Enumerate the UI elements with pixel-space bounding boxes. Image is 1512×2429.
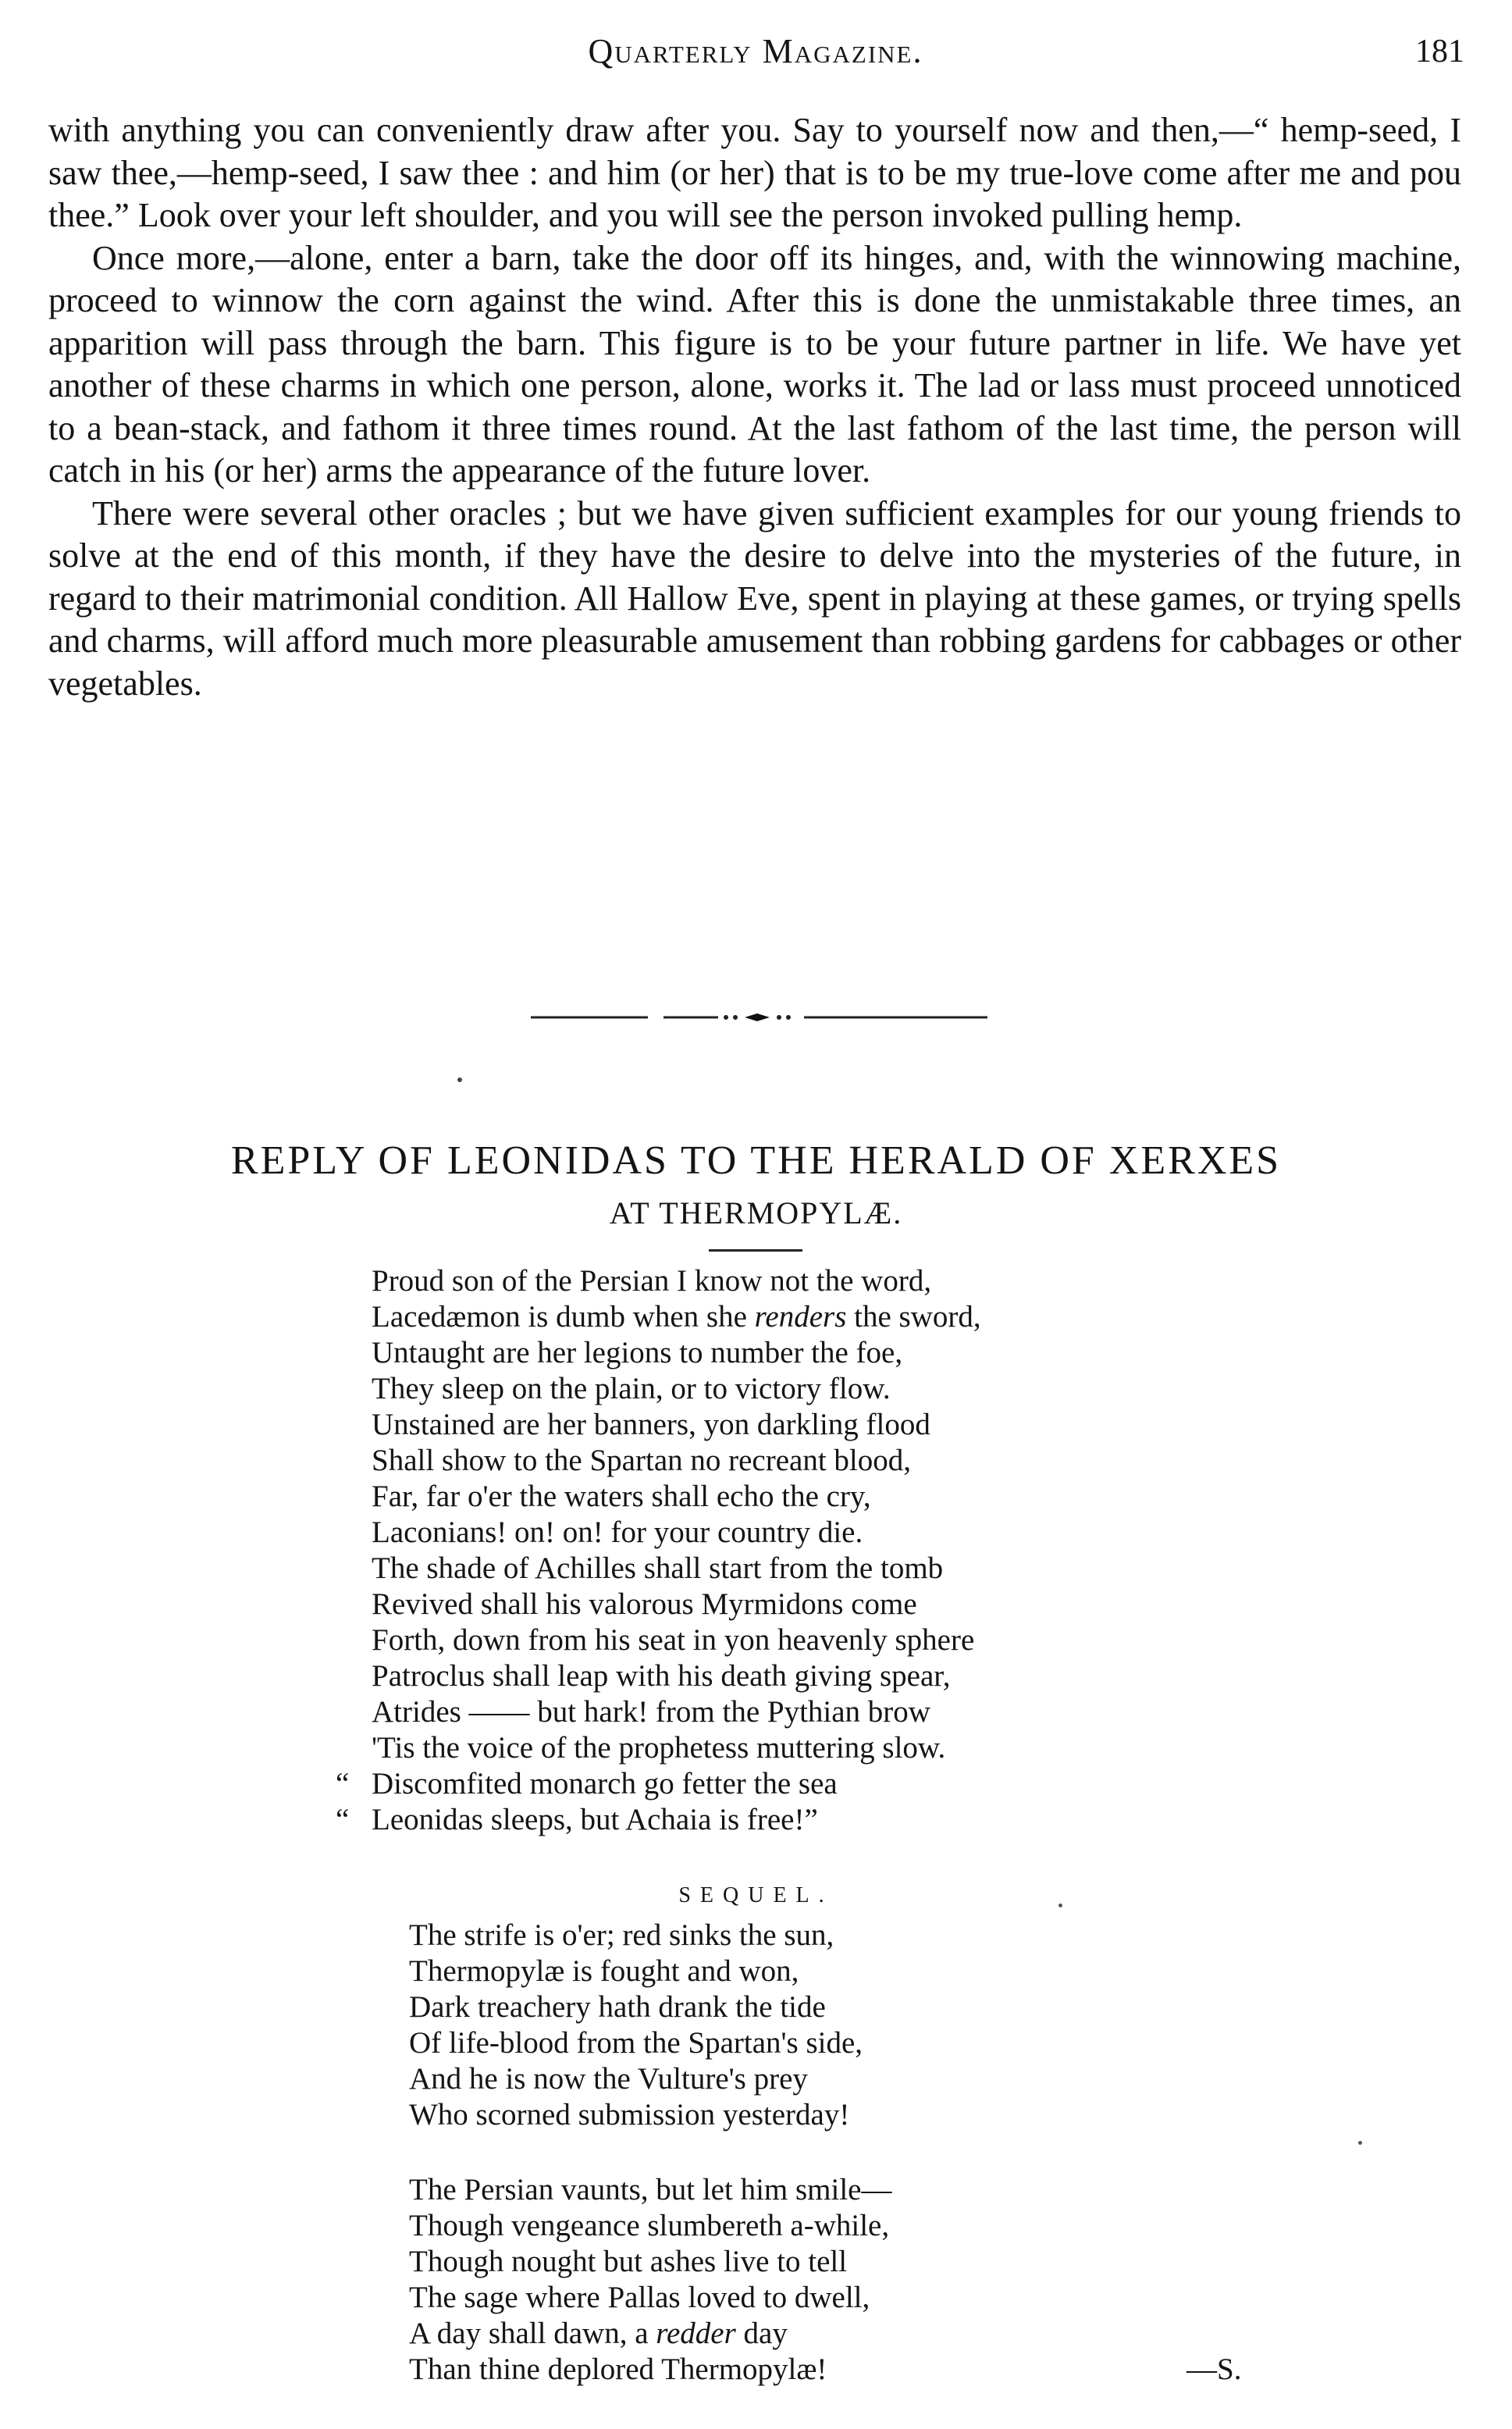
margin-dot (1058, 1904, 1062, 1907)
sequel-line: Though nought but ashes live to tell (409, 2245, 848, 2278)
sequel-heading: SEQUEL. (678, 1883, 834, 1907)
running-head (47, 28, 1464, 75)
sequel-line: The strife is o'er; red sinks the sun, (409, 1918, 834, 1952)
poem-line-quoted (336, 1802, 1269, 1838)
poem-line: Laconians! on! on! for your country die. (372, 1515, 863, 1549)
margin-dot (1358, 2141, 1362, 2145)
poem-line: Patroclus shall leap with his death giving spear, (372, 1659, 951, 1693)
sequel-line: Though vengeance slumbereth a-while, (409, 2209, 890, 2242)
stray-dot (457, 1077, 462, 1082)
sequel-line: Who scorned submission yesterday! (409, 2098, 850, 2132)
poem-line: Revived shall his valorous Myrmidons come (372, 1587, 917, 1621)
poem-line: Atrides —— but hark! from the Pythian brow (372, 1695, 930, 1729)
open-quote: “ (336, 1803, 350, 1836)
poem-line: Forth, down from his seat in yon heavenly sphere (372, 1623, 975, 1657)
sequel-line: Than thine deplored Thermopylæ! (409, 2352, 827, 2386)
page-number: 181 (1415, 34, 1464, 69)
poem-line-quoted (336, 1766, 1269, 1802)
ornamental-divider (523, 1010, 991, 1025)
author-signature: —S. (1186, 2352, 1242, 2386)
sequel-stanza-1 (409, 1918, 1268, 2133)
poem-line: The shade of Achilles shall start from the tomb (372, 1551, 944, 1585)
poem-line: Unstained are her banners, yon darkling flood (372, 1408, 930, 1441)
poem-stanza (336, 1263, 1269, 1838)
poem-line-text: Leonidas sleeps, but Achaia is free!” (372, 1803, 818, 1836)
sequel-line: Thermopylæ is fought and won, (409, 1954, 799, 1988)
poem-title: REPLY OF LEONIDAS TO THE HERALD OF XERXES (230, 1138, 1282, 1183)
paragraph: There were several other oracles ; but we have given sufficient examples for our young friends to solve at the end of this month, if they have the desire to delve into the mysteries of the future, in regard to their matrimonial condition. All Hallow Eve, spent in playing at these games, or trying spells and charms, will afford much more pleasurable amusement than robbing gardens for cabbages or other vegetables. (48, 493, 1461, 703)
sequel-stanza-2 (409, 2172, 1268, 2388)
poem-subtitle: AT THERMOPYLÆ. (609, 1195, 903, 1231)
sequel-line: Of life-blood from the Spartan's side, (409, 2026, 863, 2060)
poem-line: Shall show to the Spartan no recreant blood, (372, 1444, 912, 1477)
poem-line: They sleep on the plain, or to victory flow. (372, 1372, 891, 1405)
poem-line: Far, far o'er the waters shall echo the cry, (372, 1480, 871, 1513)
sequel-line: The sage where Pallas loved to dwell, (409, 2281, 870, 2314)
sequel-line: Dark treachery hath drank the tide (409, 1990, 826, 2024)
italic-word: redder (656, 2317, 736, 2350)
poem-line-text: Discomfited monarch go fetter the sea (372, 1767, 838, 1800)
poem-line: Proud son of the Persian I know not the word, (372, 1264, 932, 1298)
sequel-line: And he is now the Vulture's prey (409, 2062, 808, 2096)
italic-word: renders (754, 1300, 847, 1334)
paragraph: Once more,—alone, enter a barn, take the door off its hinges, and, with the winnowing machine, proceed to winnow the corn against the wind. After this is done the unmistakable three times, an apparition will pass through the barn. This figure is to be your future partner in life. We have yet another of these charms in which one person, alone, works it. The lad or lass must proceed unnoticed to a bean-stack, and fathom it three times round. At the last fathom of the last time, the person will catch in his (or her) arms the appearance of the future lover. (48, 238, 1461, 490)
poem-line: Untaught are her legions to number the foe, (372, 1336, 903, 1369)
poem-line: Lacedæmon is dumb when she renders the sword, (372, 1300, 981, 1334)
sequel-line: The Persian vaunts, but let him smile— (409, 2173, 892, 2206)
open-quote: “ (336, 1767, 350, 1800)
prose-body (48, 109, 1461, 705)
running-title: Quarterly Magazine. (588, 32, 923, 70)
title-rule (709, 1249, 802, 1252)
poem-line: 'Tis the voice of the prophetess muttering slow. (372, 1731, 946, 1765)
paragraph: with anything you can conveniently draw after you. Say to yourself now and then,—“ hemp-seed, I saw thee,—hemp-seed, I saw thee : and him (or her) that is to be my true-love come after me and pou thee.” Look over your left shoulder, and you will see the person invoked pulling hemp. (48, 111, 1461, 234)
sequel-line: A day shall dawn, a redder day (409, 2317, 788, 2350)
